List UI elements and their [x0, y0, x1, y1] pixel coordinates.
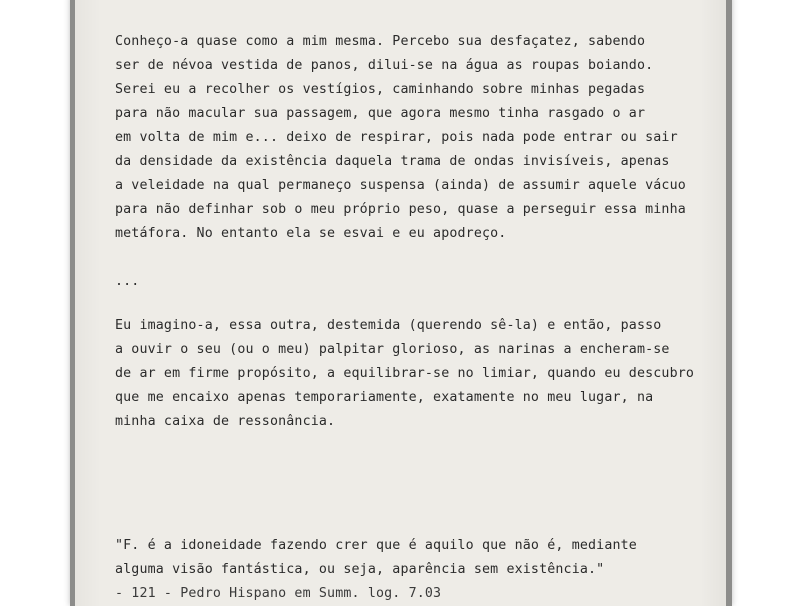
- quote-line: "F. é a idoneidade fazendo crer que é aquilo que não é, mediante: [115, 538, 637, 553]
- text-line: em volta de mim e... deixo de respirar, pois nada pode entrar ou sair: [115, 130, 678, 145]
- text-line: ser de névoa vestida de panos, dilui-se na água as roupas boiando.: [115, 58, 654, 73]
- text-line: a veleidade na qual permaneço suspensa (ainda) de assumir aquele vácuo: [115, 178, 686, 193]
- typewritten-page: [75, 0, 726, 606]
- text-line: da densidade da existência daquela trama de ondas invisíveis, apenas: [115, 154, 670, 169]
- text-line: metáfora. No entanto ela se esvai e eu apodreço.: [115, 226, 507, 241]
- text-line: minha caixa de ressonância.: [115, 414, 336, 429]
- text-line: Serei eu a recolher os vestígios, caminhando sobre minhas pegadas: [115, 82, 646, 97]
- text-line: para não macular sua passagem, que agora mesmo tinha rasgado o ar: [115, 106, 646, 121]
- text-line: que me encaixo apenas temporariamente, exatamente no meu lugar, na: [115, 390, 654, 405]
- quote-citation: - 121 - Pedro Hispano em Summ. log. 7.03: [115, 586, 442, 601]
- text-line: Eu imagino-a, essa outra, destemida (querendo sê-la) e então, passo: [115, 318, 662, 333]
- document-frame: [70, 0, 732, 606]
- separator-text: ...: [115, 274, 140, 289]
- paragraph-1: [115, 30, 755, 246]
- quote-line: alguma visão fantástica, ou seja, aparência sem existência.": [115, 562, 605, 577]
- text-line: para não definhar sob o meu próprio peso, quase a perseguir essa minha: [115, 202, 686, 217]
- text-line: a ouvir o seu (ou o meu) palpitar glorioso, as narinas a encheram-se: [115, 342, 670, 357]
- text-line: de ar em firme propósito, a equilibrar-se no limiar, quando eu descubro: [115, 366, 695, 381]
- quote-block: [115, 534, 755, 606]
- paragraph-2: [115, 314, 755, 434]
- section-separator: [115, 270, 755, 294]
- text-line: Conheço-a quase como a mim mesma. Percebo sua desfaçatez, sabendo: [115, 34, 646, 49]
